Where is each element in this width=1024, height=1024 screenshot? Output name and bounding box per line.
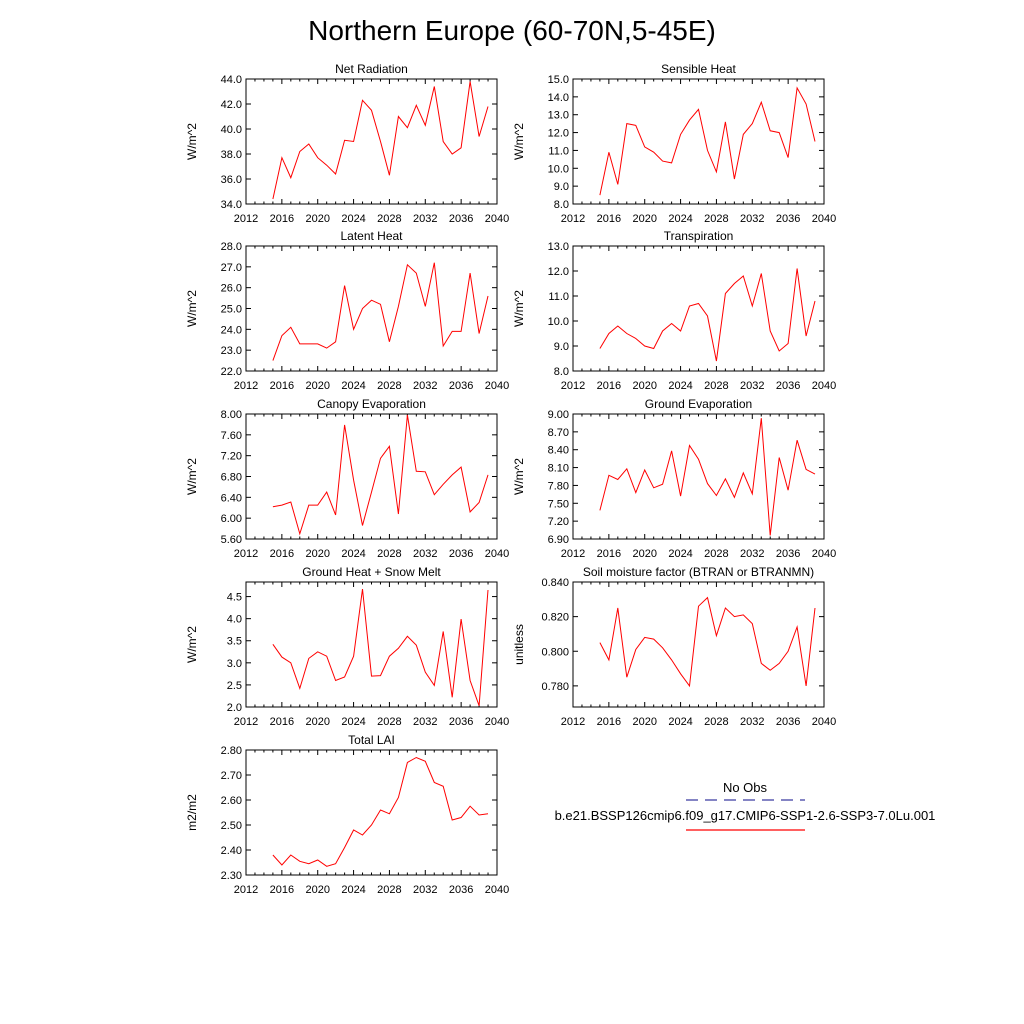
panel-title: Canopy Evaporation [317,397,426,411]
x-tick-label: 2032 [413,380,438,392]
x-tick-label: 2012 [560,548,586,560]
series-line [273,758,488,867]
panel-8 [512,565,836,728]
x-tick-label: 2028 [377,548,402,560]
x-tick-label: 2020 [305,716,330,728]
x-tick-label: 2040 [811,716,837,728]
y-tick-label: 10.0 [547,316,569,328]
x-tick-label: 2036 [448,213,474,225]
x-tick-label: 2020 [632,213,657,225]
plot-frame [246,582,497,707]
figure-title: Northern Europe (60-70N,5-45E) [308,15,716,46]
x-tick-label: 2040 [811,548,837,560]
series-line [273,263,488,361]
x-tick-label: 2036 [775,380,801,392]
x-tick-label: 2024 [668,213,693,225]
panel-2 [512,62,836,225]
y-axis-label: W/m^2 [185,458,199,495]
y-tick-label: 2.70 [220,770,242,782]
x-tick-label: 2020 [632,716,657,728]
x-tick-label: 2016 [596,213,622,225]
x-tick-label: 2036 [775,213,801,225]
panel-title: Transpiration [663,229,734,243]
x-tick-label: 2040 [484,213,510,225]
panels-group [185,62,836,896]
x-tick-label: 2028 [377,884,402,896]
plot-frame [246,750,497,875]
x-tick-label: 2024 [341,884,366,896]
x-tick-label: 2016 [596,548,622,560]
x-tick-label: 2032 [413,716,438,728]
x-tick-label: 2040 [484,548,510,560]
x-tick-label: 2020 [305,213,330,225]
legend-obs-label: No Obs [722,780,768,795]
x-tick-label: 2032 [740,213,765,225]
x-tick-label: 2016 [269,884,295,896]
x-tick-label: 2016 [269,716,295,728]
y-tick-label: 2.40 [220,845,242,857]
y-tick-label: 24.0 [220,324,242,337]
y-tick-label: 8.70 [547,426,569,439]
x-tick-label: 2020 [305,548,330,560]
panel-9 [185,733,509,896]
y-tick-label: 23.0 [220,345,242,358]
legend-model-label: b.e21.BSSP126cmip6.f09_g17.CMIP6-SSP1-2.6-SSP3-7.0Lu.001 [554,808,936,823]
x-tick-label: 2024 [668,548,693,560]
x-tick-label: 2012 [560,716,586,728]
y-tick-label: 28.0 [220,241,242,253]
y-tick-label: 25.0 [220,303,242,316]
x-tick-label: 2016 [596,380,622,392]
y-axis-label: m2/m2 [185,794,199,831]
y-axis-label: W/m^2 [512,123,526,160]
y-tick-label: 7.60 [220,429,242,442]
y-tick-label: 13.0 [547,241,569,253]
x-tick-label: 2020 [632,380,657,392]
x-tick-label: 2028 [377,213,402,225]
y-tick-label: 9.00 [547,409,569,421]
y-tick-label: 8.00 [220,409,242,421]
y-tick-label: 6.40 [220,492,242,505]
panel-7 [185,565,509,728]
y-tick-label: 4.0 [226,613,242,626]
plot-frame [573,582,824,707]
plot-frame [246,414,497,539]
y-tick-label: 2.30 [220,870,242,882]
x-tick-label: 2012 [233,380,259,392]
y-axis-label: W/m^2 [185,123,199,160]
y-tick-label: 5.60 [220,534,242,546]
y-tick-label: 3.0 [226,657,242,670]
x-tick-label: 2012 [233,884,259,896]
y-tick-label: 26.0 [220,282,242,295]
series-line [600,269,815,362]
y-tick-label: 12.0 [547,127,569,140]
plot-frame [573,246,824,371]
x-tick-label: 2028 [704,716,729,728]
y-axis-label: W/m^2 [512,458,526,495]
x-tick-label: 2040 [484,884,510,896]
x-tick-label: 2016 [269,548,295,560]
x-tick-label: 2020 [632,548,657,560]
panel-title: Ground Heat + Snow Melt [302,565,441,579]
x-tick-label: 2036 [775,548,801,560]
y-tick-label: 7.80 [547,480,569,493]
y-tick-label: 14.0 [547,91,569,104]
series-line [600,598,815,686]
y-tick-label: 9.0 [553,181,569,194]
y-tick-label: 0.800 [541,646,569,659]
panel-title: Net Radiation [335,62,408,76]
x-tick-label: 2036 [448,884,474,896]
series-line [273,82,488,200]
panel-title: Ground Evaporation [644,397,753,411]
y-tick-label: 44.0 [220,74,242,86]
y-tick-label: 38.0 [220,149,242,161]
x-tick-label: 2012 [233,213,259,225]
x-tick-label: 2040 [811,213,837,225]
y-tick-label: 0.780 [541,680,569,693]
x-tick-label: 2028 [704,380,729,392]
panel-title: Latent Heat [340,229,403,243]
panel-title: Total LAI [348,733,395,747]
series-line [273,415,488,534]
x-tick-label: 2016 [269,213,295,225]
y-tick-label: 0.840 [541,577,569,589]
x-tick-label: 2032 [740,548,765,560]
x-tick-label: 2036 [448,380,474,392]
x-tick-label: 2024 [341,380,366,392]
x-tick-label: 2028 [377,716,402,728]
x-tick-label: 2036 [448,548,474,560]
y-tick-label: 6.80 [220,471,242,484]
y-tick-label: 42.0 [220,99,242,111]
y-tick-label: 2.50 [220,820,242,832]
y-axis-label: unitless [512,624,526,665]
y-tick-label: 12.0 [547,266,569,278]
y-tick-label: 2.5 [226,679,242,692]
x-tick-label: 2016 [596,716,622,728]
panel-title: Sensible Heat [661,62,736,76]
y-tick-label: 8.0 [553,199,569,211]
x-tick-label: 2032 [413,548,438,560]
x-tick-label: 2032 [740,380,765,392]
x-tick-label: 2024 [668,380,693,392]
y-tick-label: 3.5 [226,635,242,648]
y-tick-label: 34.0 [220,199,242,211]
y-tick-label: 7.20 [220,450,242,463]
x-tick-label: 2028 [704,548,729,560]
x-tick-label: 2040 [484,380,510,392]
x-tick-label: 2012 [560,213,586,225]
x-tick-label: 2032 [740,716,765,728]
x-tick-label: 2016 [269,380,295,392]
y-tick-label: 4.5 [226,591,242,604]
x-tick-label: 2040 [811,380,837,392]
y-axis-label: W/m^2 [185,290,199,327]
y-tick-label: 6.90 [547,534,569,546]
series-line [600,418,815,535]
x-tick-label: 2024 [668,716,693,728]
x-tick-label: 2012 [233,548,259,560]
x-tick-label: 2028 [377,380,402,392]
x-tick-label: 2040 [484,716,510,728]
y-tick-label: 40.0 [220,124,242,136]
panel-5 [185,397,509,560]
y-tick-label: 10.0 [547,163,569,176]
x-tick-label: 2024 [341,213,366,225]
legend [555,780,936,830]
y-tick-label: 13.0 [547,109,569,122]
y-tick-label: 11.0 [548,145,569,158]
x-tick-label: 2032 [413,884,438,896]
x-tick-label: 2032 [413,213,438,225]
y-tick-label: 2.0 [226,702,242,714]
x-tick-label: 2036 [775,716,801,728]
x-tick-label: 2028 [704,213,729,225]
y-axis-label: W/m^2 [512,290,526,327]
y-tick-label: 11.0 [548,291,569,303]
plot-frame [573,79,824,204]
y-tick-label: 36.0 [220,174,242,186]
y-tick-label: 2.60 [220,795,242,807]
y-tick-label: 8.10 [547,462,569,475]
plot-frame [246,79,497,204]
panel-6 [512,397,836,560]
x-tick-label: 2012 [233,716,259,728]
x-tick-label: 2020 [305,884,330,896]
y-tick-label: 8.40 [547,444,569,457]
y-tick-label: 7.20 [547,516,569,529]
x-tick-label: 2012 [560,380,586,392]
y-tick-label: 9.0 [553,341,569,353]
y-tick-label: 27.0 [220,261,242,274]
panel-title: Soil moisture factor (BTRAN or BTRANMN) [582,565,815,579]
y-tick-label: 6.00 [220,513,242,526]
panel-4 [512,229,836,392]
y-tick-label: 7.50 [547,498,569,511]
y-tick-label: 22.0 [220,366,242,378]
x-tick-label: 2024 [341,548,366,560]
x-tick-label: 2020 [305,380,330,392]
series-line [273,589,488,706]
y-axis-label: W/m^2 [185,626,199,663]
y-tick-label: 0.820 [541,611,569,624]
x-tick-label: 2036 [448,716,474,728]
series-line [600,88,815,195]
x-tick-label: 2024 [341,716,366,728]
y-tick-label: 2.80 [220,745,242,757]
plot-frame [246,246,497,371]
y-tick-label: 15.0 [547,74,569,86]
panel-1 [185,62,509,225]
y-tick-label: 8.0 [553,366,569,378]
panel-3 [185,229,509,392]
